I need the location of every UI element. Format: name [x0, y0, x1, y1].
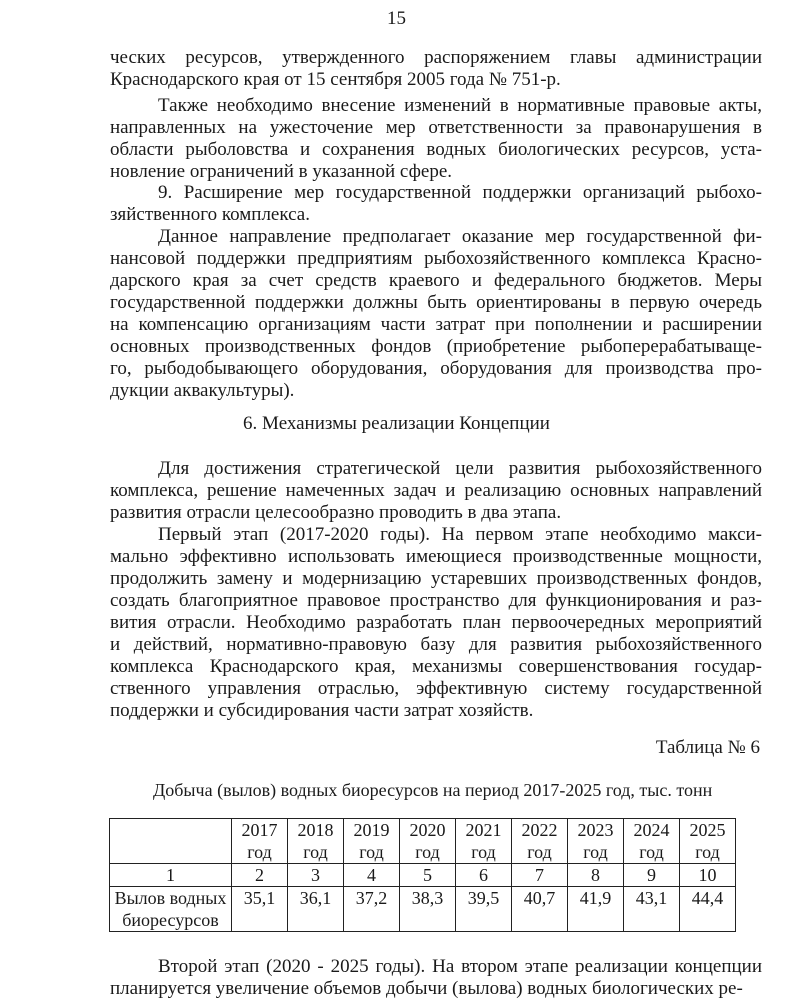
table-header-cell: 2019 год	[344, 819, 400, 864]
text-line: зяйственного комплекса.	[110, 204, 310, 225]
text-line: и действий, нормативно-правовую базу для развития рыбохозяйственного	[110, 634, 762, 655]
text-line: ческих ресурсов, утвержденного распоряжением главы администрации	[110, 47, 762, 68]
text-line: вития отрасли. Необходимо разработать план первоочередных мероприятий	[110, 612, 762, 633]
table-number-row	[110, 864, 736, 887]
data-table	[109, 818, 736, 932]
table-cell: 44,4	[680, 887, 736, 932]
table-cell: 5	[400, 864, 456, 887]
table-row-label: Вылов водных биоресурсов	[110, 887, 232, 932]
text-line: новление ограничений в указанной сфере.	[110, 161, 453, 182]
table-header-cell: 2021 год	[456, 819, 512, 864]
text-line: дарского края за счет средств краевого и федерального бюджетов. Меры	[110, 270, 762, 291]
text-line: нансовой поддержки предприятиям рыбохозяйственного комплекса Красно-	[110, 248, 762, 269]
text-line: го, рыбодобывающего оборудования, оборудования для производства про-	[110, 358, 762, 379]
text-line: поддержки и субсидирования части затрат хозяйств.	[110, 700, 534, 721]
text-line: создать благоприятное правовое пространство для функционирования и раз-	[110, 590, 762, 611]
text-line: Краснодарского края от 15 сентября 2005 года № 751-р.	[110, 69, 561, 90]
text-line: ственного управления отраслью, эффективную систему государственной	[110, 678, 762, 699]
table-header-cell: 2018 год	[288, 819, 344, 864]
text-line: мально эффективно использовать имеющиеся производственные мощности,	[110, 546, 762, 567]
text-line: 9. Расширение мер государственной поддержки организаций рыбохо-	[158, 182, 762, 203]
table-cell: 2	[232, 864, 288, 887]
page-number: 15	[387, 8, 406, 29]
text-line: направленных на ужесточение мер ответственности за правонарушения в	[110, 117, 762, 138]
table-header-cell: 2022 год	[512, 819, 568, 864]
text-line: комплекса, решение намеченных задач и реализацию основных направлений	[110, 480, 762, 501]
text-line: на компенсацию организациям части затрат при пополнении и расширении	[110, 314, 762, 335]
table-label: Таблица № 6	[655, 737, 760, 758]
table-cell: 39,5	[456, 887, 512, 932]
table-cell: 35,1	[232, 887, 288, 932]
table-header-cell: 2020 год	[400, 819, 456, 864]
table-header-empty-cell	[110, 819, 232, 864]
section-heading: 6. Механизмы реализации Концепции	[243, 413, 550, 434]
table-header-cell: 2023 год	[568, 819, 624, 864]
text-line: Первый этап (2017-2020 годы). На первом этапе необходимо макси-	[158, 524, 762, 545]
text-line: Для достижения стратегической цели развития рыбохозяйственного	[158, 458, 762, 479]
table-cell: 1	[110, 864, 232, 887]
table-row	[110, 887, 736, 932]
text-line: планируется увеличение объемов добычи (вылова) водных биологических ре-	[110, 978, 743, 999]
text-line: Второй этап (2020 - 2025 годы). На втором этапе реализации концепции	[158, 956, 762, 977]
text-line: комплекса Краснодарского края, механизмы совершенствования государ-	[110, 656, 762, 677]
text-line: области рыболовства и сохранения водных биологических ресурсов, уста-	[110, 139, 762, 160]
table-cell: 3	[288, 864, 344, 887]
table-header-row	[110, 819, 736, 864]
text-line: Данное направление предполагает оказание мер государственной фи-	[158, 226, 762, 247]
table-cell: 40,7	[512, 887, 568, 932]
text-line: развития отрасли целесообразно проводить в два этапа.	[110, 502, 562, 523]
text-line: государственной поддержки должны быть ориентированы в первую очередь	[110, 292, 762, 313]
text-line: дукции аквакультуры).	[110, 380, 295, 401]
text-line: основных производственных фондов (приобретение рыбоперерабатываще-	[110, 336, 762, 357]
table-cell: 37,2	[344, 887, 400, 932]
table-cell: 41,9	[568, 887, 624, 932]
table-header-cell: 2025 год	[680, 819, 736, 864]
table-cell: 9	[624, 864, 680, 887]
table-cell: 38,3	[400, 887, 456, 932]
table-cell: 7	[512, 864, 568, 887]
table-header-cell: 2017 год	[232, 819, 288, 864]
table-cell: 10	[680, 864, 736, 887]
table-header-cell: 2024 год	[624, 819, 680, 864]
table-cell: 43,1	[624, 887, 680, 932]
table-cell: 6	[456, 864, 512, 887]
table-cell: 8	[568, 864, 624, 887]
text-line: Также необходимо внесение изменений в нормативные правовые акты,	[158, 95, 762, 116]
text-line: продолжить замену и модернизацию устаревших производственных фондов,	[110, 568, 762, 589]
table-cell: 4	[344, 864, 400, 887]
table-cell: 36,1	[288, 887, 344, 932]
table-caption: Добыча (вылов) водных биоресурсов на период 2017-2025 год, тыс. тонн	[153, 780, 713, 800]
